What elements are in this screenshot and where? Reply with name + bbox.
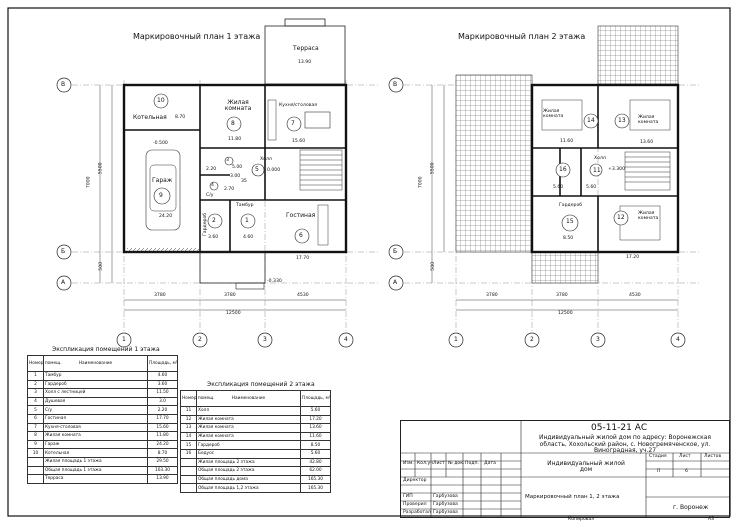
axis-label: 4 — [676, 336, 680, 343]
axis-label: Б — [393, 248, 398, 255]
room-name-cell: Котельная — [44, 449, 148, 458]
room-name-cell: Жилая площадь 1 этажа — [44, 457, 148, 466]
room-area-cell: 62.00 — [301, 467, 331, 476]
dim-vertical: 7000 — [86, 176, 92, 189]
room-number-cell: 15 — [181, 441, 197, 450]
room-number-cell: 12 — [181, 415, 197, 424]
room-area-cell: 4.60 — [148, 372, 178, 381]
room-name-cell: Гардероб — [44, 380, 148, 389]
room-number-cell: 6 — [28, 414, 44, 423]
dim-bottom: 4530 — [297, 293, 309, 298]
room-number: 9 — [159, 192, 163, 199]
room-name-cell: Общая площадь 2 этажа — [197, 467, 301, 476]
table-row — [28, 423, 178, 432]
role-label: ГИП — [403, 494, 413, 499]
table1 — [27, 355, 178, 484]
axis-label: В — [393, 81, 398, 88]
room-name-cell: Гостиная — [44, 414, 148, 423]
room-area: 2.20 — [206, 167, 217, 172]
room-area-cell: 29.50 — [148, 457, 178, 466]
dim-vertical: 7000 — [418, 176, 424, 189]
axis-label: Б — [61, 248, 66, 255]
table-row — [181, 467, 331, 476]
room-number-cell: 4 — [28, 397, 44, 406]
plan2-title: Маркировочный план 2 этажа — [458, 32, 586, 41]
room-area-cell: 2.20 — [148, 406, 178, 415]
room-number-cell — [181, 467, 197, 476]
room-area-cell: 11.60 — [301, 432, 331, 441]
axis-label: 4 — [344, 336, 348, 343]
table-row — [28, 414, 178, 423]
room-name: Кухня/столовая — [279, 103, 318, 108]
room-name: Котельная — [133, 114, 167, 121]
stage-header: Листов — [704, 454, 722, 459]
room-area: 13.90 — [298, 60, 312, 65]
dim-note: 35 — [241, 179, 247, 184]
room-area: 4.60 — [243, 235, 254, 240]
room-area-cell: 42.80 — [301, 458, 331, 467]
project-address: Индивидуальный жилой дом по адресу: Воронежская область, Хохольский район, с. Новогремяченское, ул. Виноградная, уч.27 — [538, 434, 712, 455]
project-code: 05-11-21 АС — [591, 423, 648, 433]
room-number-cell — [181, 484, 197, 493]
room-area: 3.60 — [208, 235, 219, 240]
room-number: 6 — [299, 232, 303, 239]
dim-bottom: 3780 — [556, 293, 568, 298]
room-area-cell: 13.90 — [148, 475, 178, 484]
col-header: Кол.уч — [417, 461, 433, 466]
room-number: 13 — [618, 117, 626, 124]
axis-label: 1 — [454, 336, 458, 343]
room-name-cell: Холл — [197, 407, 301, 416]
room-area: 11.80 — [228, 137, 242, 142]
object-name: Индивидуальный жилой дом — [547, 460, 625, 473]
room-number-cell: 14 — [181, 432, 197, 441]
table-header-cell: Номер помещ. — [28, 356, 44, 372]
room-area-cell: 11.50 — [148, 389, 178, 398]
room-name: Гостиная — [286, 212, 316, 219]
room-name-cell: Жилая площадь 2 этажа — [197, 458, 301, 467]
room-area-cell: 24.20 — [148, 440, 178, 449]
room-name-cell: Общая площадь 1,2 этажа — [197, 484, 301, 493]
axis-label: 1 — [122, 336, 126, 343]
stage-header: Стадия — [649, 454, 667, 459]
table-header — [28, 356, 178, 372]
room-name: Жилая комната — [224, 99, 252, 112]
room-area-cell: 103.30 — [148, 466, 178, 475]
room-number: 15 — [566, 218, 574, 225]
table-row — [28, 466, 178, 475]
room-number: 12 — [617, 214, 625, 221]
axis-label: 2 — [198, 336, 202, 343]
city: г. Воронеж — [673, 504, 709, 511]
role-label: Директор — [403, 478, 427, 483]
table-row — [28, 389, 178, 398]
room-name: С/у — [206, 193, 214, 198]
table-row — [181, 484, 331, 493]
table-header-cell: Номер помещ. — [181, 391, 197, 407]
room-name-cell: С/у — [44, 406, 148, 415]
level-mark: -0.500 — [153, 141, 168, 146]
room-name-cell: Бедуос — [197, 449, 301, 458]
dim-bottom: 3780 — [486, 293, 498, 298]
col-header: Лист — [433, 461, 445, 466]
plan1-title: Маркировочный план 1 этажа — [133, 32, 261, 41]
table-row — [28, 380, 178, 389]
table2-title: Экспликация помещений 2 этажа — [207, 381, 315, 388]
room-name: Холл — [260, 157, 272, 162]
dim-vertical: 5500 — [98, 162, 104, 175]
room-area: 2.70 — [224, 187, 235, 192]
table-header-cell: Наименование — [44, 356, 148, 372]
table-row — [181, 458, 331, 467]
room-number: 10 — [157, 97, 165, 104]
room-area-cell: 17.70 — [148, 414, 178, 423]
dim-vertical: 500 — [431, 261, 437, 271]
room-number-cell: 11 — [181, 407, 197, 416]
dim-bottom: 4530 — [629, 293, 641, 298]
room-name: Холл — [594, 156, 606, 161]
dim-note: 3.00 — [230, 174, 241, 179]
axis-label: 3 — [263, 336, 267, 343]
room-area-cell: 8.50 — [301, 441, 331, 450]
dim-bottom: 3780 — [224, 293, 236, 298]
room-name: Жилая комната — [543, 109, 564, 119]
room-number-cell — [181, 458, 197, 467]
room-number-cell: 9 — [28, 440, 44, 449]
table-row — [28, 449, 178, 458]
level-mark: -0.330 — [267, 279, 282, 284]
floor-plan-2 — [389, 26, 700, 347]
room-name: Гардероб — [203, 212, 208, 236]
room-name: Жилая комната — [638, 115, 659, 125]
table-header-cell: Площадь, м² — [148, 356, 178, 372]
room-name-cell: Жилая комната — [197, 424, 301, 433]
table2 — [180, 390, 331, 493]
room-number-cell: 7 — [28, 423, 44, 432]
table-header — [181, 391, 331, 407]
level-mark: 0.000 — [267, 168, 281, 173]
table-row — [181, 407, 331, 416]
room-number: 14 — [587, 117, 595, 124]
room-name: Терраса — [293, 45, 319, 52]
room-area: 17.20 — [626, 255, 640, 260]
col-header: Подп. — [465, 461, 479, 466]
dim-bottom: 3780 — [154, 293, 166, 298]
room-area: 17.70 — [296, 256, 310, 261]
table-row — [28, 475, 178, 484]
room-area: 5.60 — [586, 185, 597, 190]
room-number: 5 — [255, 166, 259, 173]
person-name: Гарбузова — [433, 510, 458, 515]
table-row — [28, 457, 178, 466]
person-name: Гарбузова — [433, 502, 458, 507]
dim-total: 12500 — [226, 311, 241, 316]
room-number-cell: 2 — [28, 380, 44, 389]
room-name: Жилая комната — [638, 211, 659, 221]
room-number: 16 — [559, 166, 567, 173]
room-number-cell: 5 — [28, 406, 44, 415]
room-name-cell: Жилая комната — [197, 415, 301, 424]
room-area-cell: 3.0 — [148, 397, 178, 406]
room-area-cell: 165.30 — [301, 484, 331, 493]
room-number: 11 — [593, 167, 601, 174]
table-row — [181, 449, 331, 458]
col-header: Дата — [484, 461, 496, 466]
room-name-cell: Душевая — [44, 397, 148, 406]
table-header-cell: Наименование — [197, 391, 301, 407]
room-number-cell: 13 — [181, 424, 197, 433]
room-area: 5.00 — [232, 165, 243, 170]
table-row — [28, 440, 178, 449]
table-row — [181, 432, 331, 441]
room-area-cell: 11.80 — [148, 432, 178, 441]
room-area-cell: 15.60 — [148, 423, 178, 432]
room-number-cell: 16 — [181, 449, 197, 458]
room-number-cell — [28, 466, 44, 475]
axis-label: 2 — [530, 336, 534, 343]
dim-vertical: 500 — [99, 261, 105, 271]
room-area-cell: 5.60 — [301, 449, 331, 458]
room-name: Гардероб — [559, 203, 583, 208]
room-area-cell: 3.60 — [148, 380, 178, 389]
room-name-cell: Жилая комната — [197, 432, 301, 441]
floor-plan-1 — [57, 19, 378, 347]
room-number-cell: 3 — [28, 389, 44, 398]
room-number-cell — [28, 457, 44, 466]
room-area-cell: 165.30 — [301, 475, 331, 484]
room-area-cell: 13.60 — [301, 424, 331, 433]
copied-label: Копировал — [568, 517, 595, 522]
table-row — [28, 372, 178, 381]
table-row — [181, 415, 331, 424]
room-name-cell: Общая площадь дома — [197, 475, 301, 484]
col-header: Изм. — [403, 461, 414, 466]
room-number-cell — [28, 475, 44, 484]
room-number-cell: 8 — [28, 432, 44, 441]
room-name-cell: Холл с лестницей — [44, 389, 148, 398]
title-block — [400, 420, 730, 518]
room-number-cell: 10 — [28, 449, 44, 458]
axis-label: 3 — [596, 336, 600, 343]
room-area-cell: 5.60 — [301, 407, 331, 416]
role-label: Проверил — [403, 502, 427, 507]
room-name-cell: Общая площадь 1 этажа — [44, 466, 148, 475]
room-name-cell: Кухня-столовая — [44, 423, 148, 432]
table-row — [181, 441, 331, 450]
room-number-cell — [181, 475, 197, 484]
axis-label: А — [393, 279, 398, 286]
room-area-cell: 17.20 — [301, 415, 331, 424]
level-mark: +3.300 — [608, 167, 626, 172]
room-area: 8.70 — [175, 115, 186, 120]
format-label: А3 — [708, 517, 715, 522]
axis-label: В — [61, 81, 66, 88]
sheet-number: 6 — [685, 469, 688, 474]
dim-vertical: 5500 — [430, 162, 436, 175]
room-number: 4 — [211, 183, 214, 188]
room-area: 13.60 — [640, 140, 654, 145]
role-label: Разработал — [403, 510, 431, 515]
table-row — [28, 406, 178, 415]
room-name: Тамбур — [236, 203, 254, 208]
axis-label: А — [61, 279, 66, 286]
room-name-cell: Жилая комната — [44, 432, 148, 441]
room-area: 11.60 — [560, 139, 574, 144]
stage-value: П — [657, 469, 661, 474]
room-number: 7 — [291, 120, 295, 127]
room-name-cell: Тамбур — [44, 372, 148, 381]
table1-title: Экспликация помещений 1 этажа — [52, 346, 160, 353]
room-area: 15.60 — [292, 139, 306, 144]
room-number: 2 — [212, 217, 216, 224]
table-row — [181, 424, 331, 433]
room-number-cell: 1 — [28, 372, 44, 381]
room-area: 8.50 — [563, 236, 574, 241]
room-number: 8 — [231, 120, 235, 127]
room-area-cell: 8.70 — [148, 449, 178, 458]
room-name-cell: Терраса — [44, 475, 148, 484]
table-header-cell: Площадь, м² — [301, 391, 331, 407]
col-header: № док. — [448, 461, 465, 466]
stage-header: Лист — [679, 454, 691, 459]
room-name: Гараж — [152, 177, 173, 184]
room-area: 5.60 — [553, 185, 564, 190]
person-name: Гарбузова — [433, 494, 458, 499]
sheet-title: Маркировочный план 1, 2 этажа — [525, 494, 620, 500]
room-number: 1 — [245, 217, 249, 224]
table-row — [28, 432, 178, 441]
room-name-cell: Гараж — [44, 440, 148, 449]
room-number: 3 — [226, 158, 229, 163]
room-area: 24.20 — [159, 214, 173, 219]
dim-total: 12500 — [558, 311, 573, 316]
room-name-cell: Гардероб — [197, 441, 301, 450]
table-row — [28, 397, 178, 406]
table-row — [181, 475, 331, 484]
